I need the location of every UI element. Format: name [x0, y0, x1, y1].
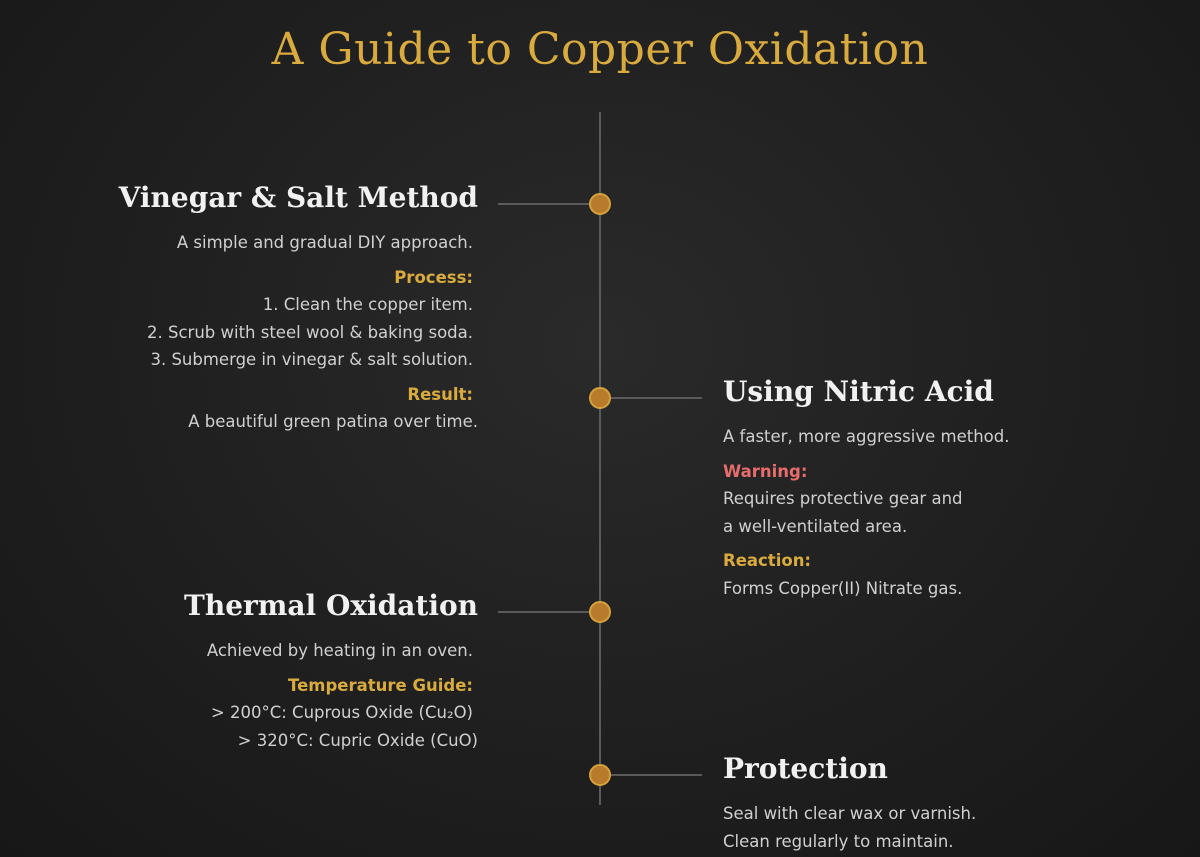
result-label: Result:: [407, 384, 473, 404]
process-step: 3. Submerge in vinegar & salt solution.: [150, 350, 473, 369]
reaction-text: Forms Copper(II) Nitrate gas.: [723, 578, 963, 598]
entry-title: Using Nitric Acid: [723, 375, 994, 408]
entry-description: A faster, more aggressive method.: [723, 427, 1010, 446]
protection-text: Clean regularly to maintain.: [723, 831, 954, 851]
timeline-node-nitric: [589, 387, 611, 409]
entry-title: Thermal Oxidation: [184, 589, 478, 622]
result-text: A beautiful green patina over time.: [188, 412, 478, 431]
entry-title: Vinegar & Salt Method: [118, 181, 478, 214]
timeline-node-protection: [589, 764, 611, 786]
process-label: Process:: [394, 267, 473, 287]
entry-thermal-oxidation: [184, 588, 478, 754]
connector-protection: [601, 774, 702, 776]
timeline-node-thermal: [589, 601, 611, 623]
entry-protection: [723, 751, 976, 855]
reaction-label: Reaction:: [723, 551, 812, 570]
temperature-item: > 200°C: Cuprous Oxide (Cu₂O): [210, 703, 473, 722]
entry-title: Protection: [723, 752, 888, 785]
entry-description: A simple and gradual DIY approach.: [176, 233, 473, 252]
warning-text: a well-ventilated area.: [723, 516, 908, 536]
timeline-node-vinegar: [589, 193, 611, 215]
protection-text: Seal with clear wax or varnish.: [723, 804, 977, 823]
connector-vinegar: [498, 203, 598, 205]
process-step: 2. Scrub with steel wool & baking soda.: [147, 322, 473, 342]
temperature-label: Temperature Guide:: [288, 675, 473, 695]
warning-text: Requires protective gear and: [723, 489, 963, 508]
entry-vinegar-salt: [119, 180, 478, 436]
temperature-item: > 320°C: Cupric Oxide (CuO): [237, 730, 478, 750]
warning-label: Warning:: [723, 461, 808, 481]
process-step: 1. Clean the copper item.: [262, 295, 473, 314]
page-title: A Guide to Copper Oxidation: [271, 24, 929, 75]
connector-nitric: [601, 397, 702, 399]
entry-nitric-acid: [723, 374, 1009, 602]
connector-thermal: [498, 611, 598, 613]
timeline-axis: [599, 112, 601, 805]
entry-description: Achieved by heating in an oven.: [206, 641, 473, 660]
